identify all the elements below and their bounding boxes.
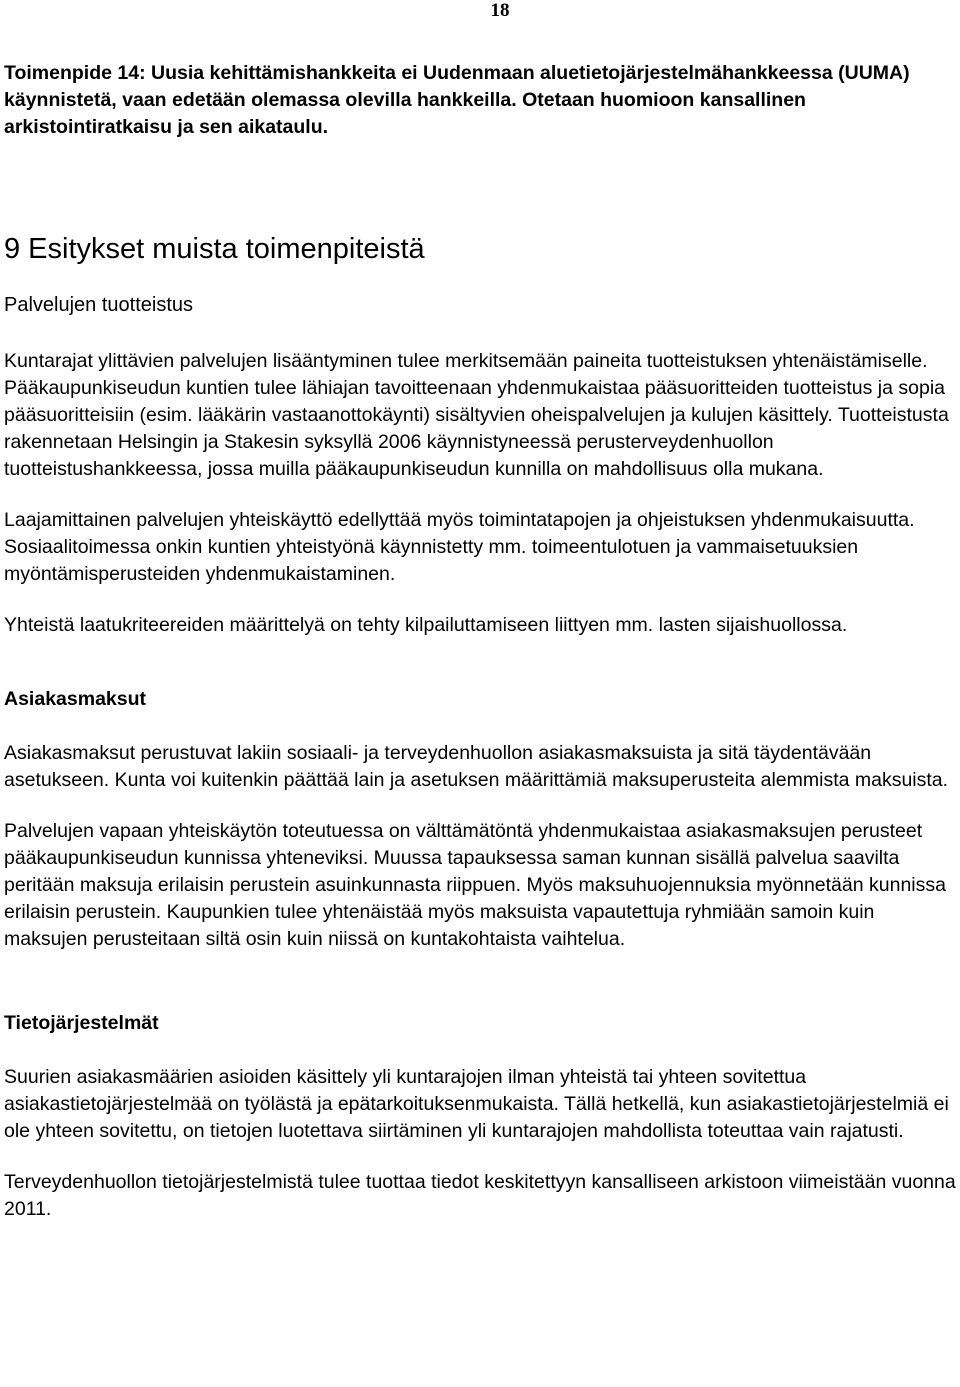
subsection-heading-tietojarjestelmat: Tietojärjestelmät — [4, 1012, 159, 1034]
paragraph: Yhteistä laatukriteereiden määrittelyä on tehty kilpailuttamiseen liittyen mm. lasten sijaishuollossa. — [4, 614, 848, 636]
toimenpide-14-statement: Toimenpide 14: Uusia kehittämishankkeita ei Uudenmaan aluetietojärjestelmähankkeessa (UUMA) käynnistetä, vaan edetään olemassa olevilla hankkeilla. Otetaan huomioon kansallinen arkistointiratkaisu ja sen aikataulu. — [4, 62, 910, 138]
page-content — [4, 60, 956, 1223]
page-number: 18 — [490, 0, 510, 21]
paragraph: Palvelujen vapaan yhteiskäytön toteutuessa on välttämätöntä yhdenmukaistaa asiakasmaksujen perusteet pääkaupunkiseudun kunnissa yhteneviksi. Muussa tapauksessa saman kunnan sisällä palvelua saavilta peritään maksuja erilaisin perustein asuinkunnasta riippuen. Myös maksuhuojennuksia myönnetään kunnissa erilaisin perustein. Kaupunkien tulee yhtenäistää myös maksuista vapautettuja ryhmiään samoin kuin maksujen perusteitaan siltä osin kuin niissä on kuntakohtaista vaihtelua. — [4, 820, 946, 950]
section-title: 9 Esitykset muista toimenpiteistä — [4, 233, 425, 265]
paragraph: Asiakasmaksut perustuvat lakiin sosiaali- ja terveydenhuollon asiakasmaksuista ja sitä täydentävään asetukseen. Kunta voi kuitenkin päättää lain ja asetuksen määrittämiä maksuperusteita alemmista maksuista. — [4, 742, 949, 791]
subsection-heading-asiakasmaksut: Asiakasmaksut — [4, 688, 147, 710]
paragraph: Suurien asiakasmäärien asioiden käsittely yli kuntarajojen ilman yhteistä tai yhteen sovitettua asiakastietojärjestelmää on työlästä ja epätarkoituksenmukaista. Tällä hetkellä, kun asiakastietojärjestelmiä ei ole yhteen sovitettu, on tietojen luotettava siirtäminen yli kuntarajojen mahdollista toteuttaa vain rajatusti. — [4, 1066, 949, 1142]
paragraph: Kuntarajat ylittävien palvelujen lisääntyminen tulee merkitsemään paineita tuotteistuksen yhtenäistämiselle. Pääkaupunkiseudun kuntien tulee lähiajan tavoitteenaan yhdenmukaistaa pääsuoritteiden tuotteistus ja sopia pääsuoritteisiin (esim. lääkärin vastaanottokäynti) sisältyvien oheispalvelujen ja kulujen käsittely. Tuotteistusta rakennetaan Helsingin ja Stakesin syksyllä 2006 käynnistyneessä perusterveydenhuollon tuotteistushankkeessa, jossa muilla pääkaupunkiseudun kunnilla on mahdollisuus olla mukana. — [4, 350, 949, 480]
paragraph: Terveydenhuollon tietojärjestelmistä tulee tuottaa tiedot keskitettyyn kansalliseen arkistoon viimeistään vuonna 2011. — [4, 1171, 956, 1220]
paragraph: Laajamittainen palvelujen yhteiskäyttö edellyttää myös toimintatapojen ja ohjeistuksen yhdenmukaisuutta. Sosiaalitoimessa onkin kuntien yhteistyönä käynnistetty mm. toimeentulotuen ja vammaisetuuksien myöntämisperusteiden yhdenmukaistaminen. — [4, 509, 915, 585]
subsection-heading-palvelujen-tuotteistus: Palvelujen tuotteistus — [4, 294, 194, 316]
